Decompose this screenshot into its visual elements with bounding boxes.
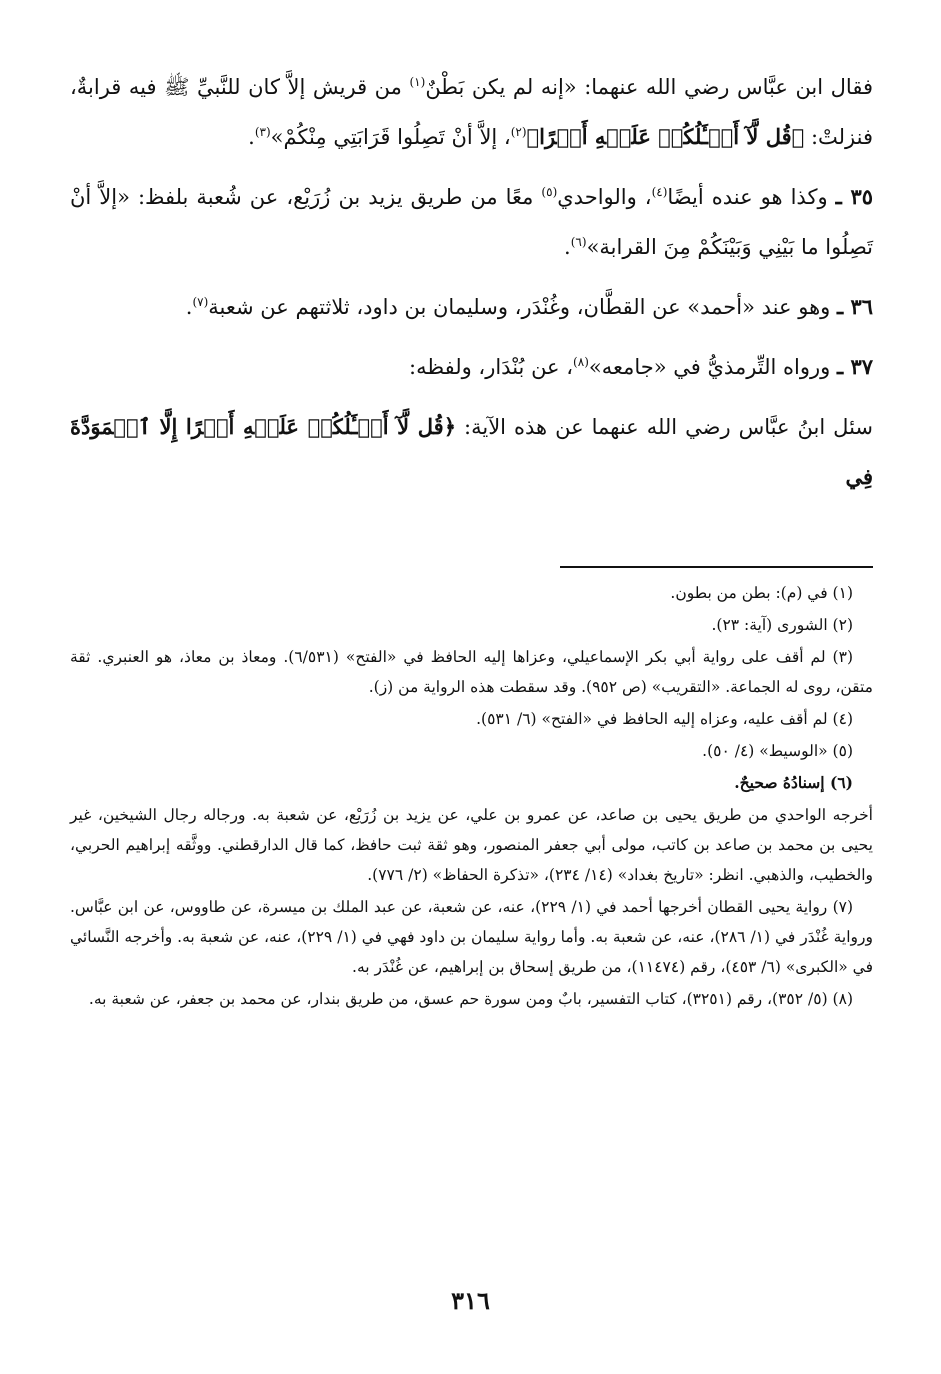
footnote-8: (٨) (٥/ ٣٥٢)، رقم (٣٢٥١)، كتاب التفسير، بابٌ ومن سورة حم عسق، من طريق بندار، عن محمد بن جعفر، عن شعبة به.: [88, 990, 853, 1008]
footnote-ref-4[interactable]: (٤): [651, 185, 668, 199]
paragraph-quote: [70, 402, 873, 502]
paragraph-text: من قريش إلاَّ كان للنَّبيِّ ﷺ فيه قرابةٌ، فنزلتْ:: [70, 75, 873, 149]
footnote-ref-8[interactable]: (٨): [573, 355, 589, 369]
paragraph-text: وهو عند «أحمد» عن القطَّان، وغُنْدَر، وسليمان بن داود، ثلاثتهم عن شعبة: [208, 295, 837, 319]
paragraph-36: [70, 282, 873, 332]
footnotes: [70, 578, 873, 1016]
footnote-ref-6[interactable]: (٦): [570, 235, 587, 249]
footnote-ref-3[interactable]: (٣): [254, 125, 271, 139]
footnote-4: (٤) لم أقف عليه، وعزاه إليه الحافظ في «الفتح» (٦/ ٥٣١).: [476, 710, 853, 728]
footnote-7: (٧) رواية يحيى القطان أخرجها أحمد في (١/ ٢٢٩)، عنه، عن شعبة، عن عبد الملك بن ميسرة، عن طاووس، عن ابن عبَّاس. ورواية غُنْدَر في (١/ ٢٨٦)، عنه، عن شعبة به. وأما رواية سليمان بن داود فهي في (١/ ٢٢٩)، عنه، عن شعبة به. وأخرجه النَّسائي في «الكبرى» (٦/ ٤٥٣)، رقم (١١٤٧٤)، من طريق إسحاق بن إبراهيم، عن غُنْدَر به.: [70, 898, 873, 976]
footnote-1: (١) في (م): بطن من بطون.: [670, 584, 853, 602]
paragraph-text: .: [564, 235, 571, 259]
paragraph-text: سئل ابنُ عبَّاس رضي الله عنهما عن هذه الآية:: [456, 415, 874, 439]
footnote-6-detail: أخرجه الواحدي من طريق يحيى بن صاعد، عن عمرو بن علي، عن يزيد بن زُرَيْع، عن شعبة به. ورجاله رجال الشيخين، غير يحيى بن محمد بن صاعد بن كاتب، مولى أبي جعفر المنصور، وهو ثقة ثبت حافظ، كما قال الدارقطني. ووثَّقه إبراهيم الحربي، والخطيب، والذهبي. انظر: «تاريخ بغداد» (١٤/ ٢٣٤)، «تذكرة الحفاظ» (٢/ ٧٧٦).: [70, 806, 873, 884]
paragraph-35: [70, 172, 873, 272]
paragraph-text: ، والواحدي: [557, 185, 652, 209]
page-number: ٣١٦: [451, 1286, 490, 1315]
paragraph-number: ٣٧ ـ: [836, 354, 873, 379]
paragraph-text: ورواه التِّرمذيُّ في «جامعه»: [588, 355, 837, 379]
footnote-5: (٥) «الوسيط» (٤/ ٥٠).: [702, 742, 853, 760]
footnote-3: (٣) لم أقف على رواية أبي بكر الإسماعيلي، وعزاها إليه الحافظ في «الفتح» (٦/٥٣١). ومعاذ بن معاذ، هو العنبري. ثقة متقن، روى له الجماعة. «التقريب» (ص ٩٥٢). وقد سقطت هذه الرواية من (ز).: [70, 648, 873, 696]
paragraph-number: ٣٦ ـ: [836, 294, 873, 319]
paragraph-37: [70, 342, 873, 392]
footnote-separator: [560, 566, 873, 568]
footnote-ref-2[interactable]: (٢): [510, 125, 527, 139]
paragraph-text: ، عن بُنْدَار، ولفظه:: [409, 355, 574, 379]
paragraph-text: .: [248, 125, 255, 149]
footnote-2: (٢) الشورى (آية: ٢٣).: [711, 616, 853, 634]
paragraph-number: ٣٥ ـ: [835, 184, 874, 209]
footnote-6: [70, 768, 873, 798]
paragraph-intro: [70, 62, 873, 162]
footnote-ref-7[interactable]: (٧): [192, 295, 209, 309]
main-text: [70, 62, 873, 502]
paragraph-text: فقال ابن عبَّاس رضي الله عنهما: «إنه لم يكن بَطْنٌ: [425, 75, 873, 99]
paragraph-text: .: [185, 295, 193, 319]
footnote-ref-5[interactable]: (٥): [541, 185, 558, 199]
paragraph-text: ، إلاَّ أنْ تَصِلُوا قَرَابَتِي مِنْكُمْ»: [270, 125, 511, 149]
quran-verse: ﴿قُل لَّآ أَسۡـَٔلُكُمۡ عَلَيۡهِ أَجۡرًا إِلَّا ٱلۡمَوَدَّةَ فِي: [70, 414, 873, 489]
paragraph-text: معًا من طريق يزيد بن زُرَيْع، عن شُعبة بلفظ: «إلاَّ أنْ تَصِلُوا ما بَيْنِي وَبَيْنَكُمْ مِنَ القرابة»: [70, 185, 873, 259]
paragraph-text: وكذا هو عنده أيضًا: [667, 185, 836, 209]
footnote-ref-1[interactable]: (١): [409, 75, 426, 89]
quran-verse: ﴿قُل لَّآ أَسۡـَٔلُكُمۡ عَلَيۡهِ أَجۡرًا﴾: [526, 124, 805, 149]
footnote-6-title: (٦) إسنادُهُ صحيحٌ.: [734, 773, 853, 792]
